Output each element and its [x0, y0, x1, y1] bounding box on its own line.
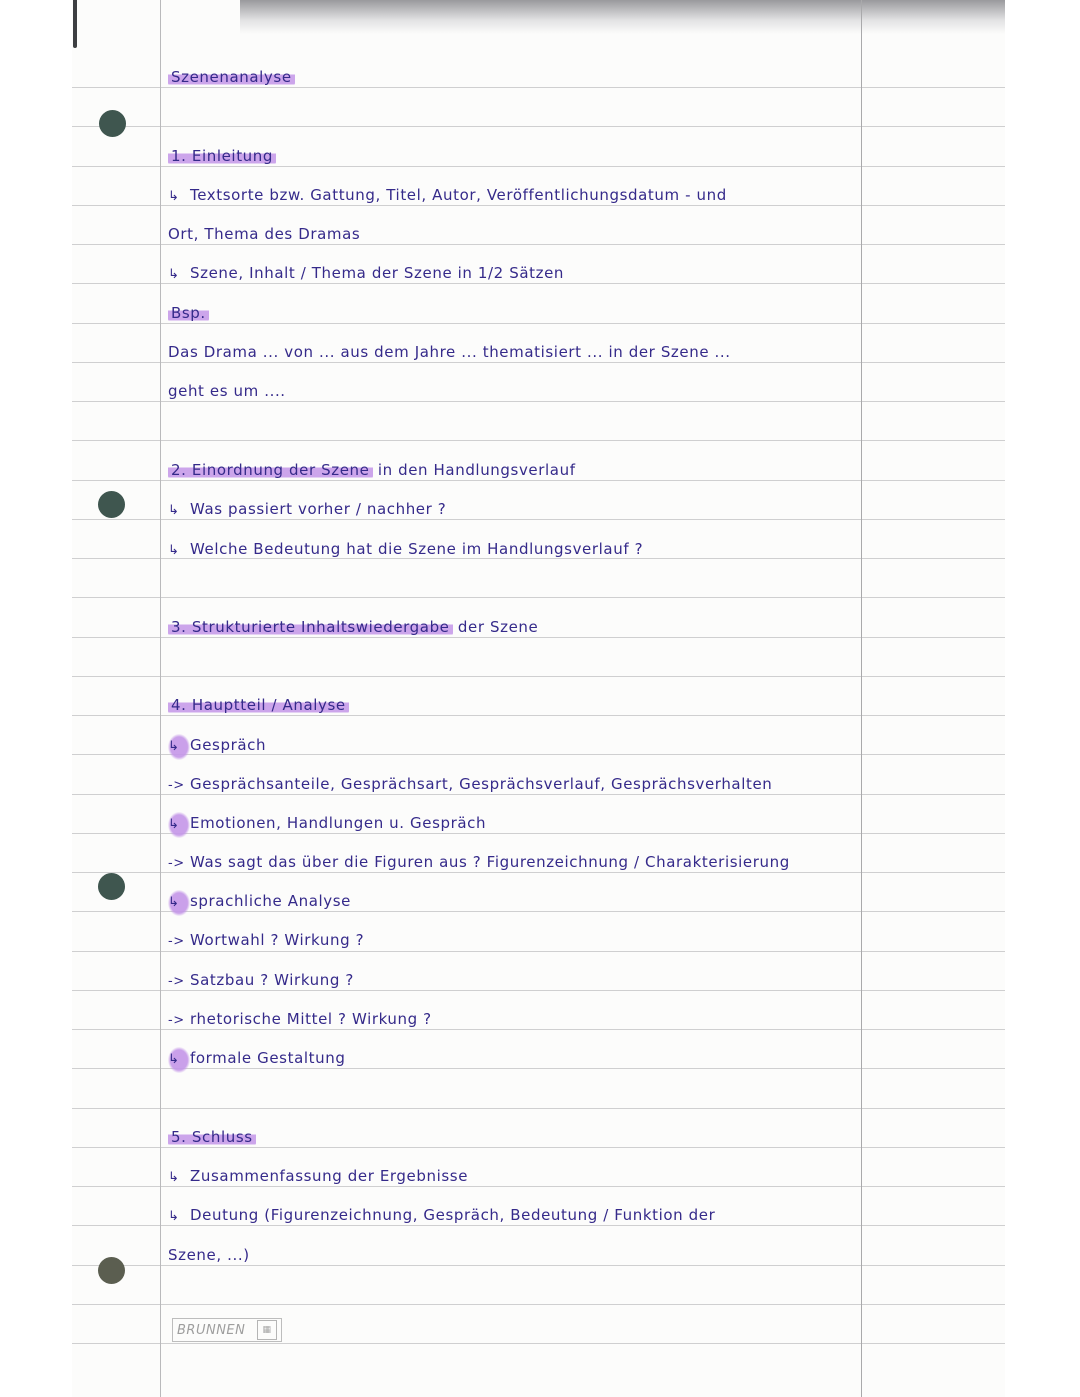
list-item: ↳ formale Gestaltung [168, 1045, 345, 1071]
ruled-line [72, 440, 1005, 441]
page-shadow [240, 0, 1005, 34]
list-item: ↳ Gespräch [168, 732, 266, 758]
brand-logo: BRUNNEN ▦ [172, 1318, 282, 1342]
list-item: ↳ Emotionen, Handlungen u. Gespräch [168, 810, 486, 836]
page-title: Szenenanalyse [168, 64, 295, 90]
list-item: ↳ Deutung (Figurenzeichnung, Gespräch, Bedeutung / Funktion der [168, 1202, 715, 1228]
punch-hole [98, 491, 125, 518]
ruled-line [72, 676, 1005, 677]
arrow-bullet-icon: ↳ [168, 1209, 180, 1224]
arrow-right-icon: -> [168, 934, 185, 949]
arrow-bullet-icon: ↳ [168, 1047, 190, 1073]
list-item: ↳ Welche Bedeutung hat die Szene im Handlungsverlauf ? [168, 536, 643, 562]
arrow-right-icon: -> [168, 778, 185, 793]
example-text: geht es um .... [168, 382, 286, 400]
list-item: ↳ sprachliche Analyse [168, 888, 351, 914]
brand-mark-icon: ▦ [257, 1320, 277, 1340]
section-heading: 3. Strukturierte Inhaltswiedergabe der Szene [168, 614, 538, 640]
arrow-bullet-icon: ↳ [168, 503, 180, 518]
binder-edge [73, 0, 77, 48]
list-item-continuation: Ort, Thema des Dramas [168, 225, 361, 243]
punch-hole [98, 873, 125, 900]
ruled-line [72, 597, 1005, 598]
punch-hole [98, 1257, 125, 1284]
ruled-line [72, 323, 1005, 324]
list-item: -> Was sagt das über die Figuren aus ? Figurenzeichnung / Charakterisierung [168, 849, 790, 875]
list-item: ↳ Szene, Inhalt / Thema der Szene in 1/2 Sätzen [168, 260, 564, 286]
punch-hole [99, 110, 126, 137]
right-margin-line [861, 0, 862, 1397]
list-item: ↳ Zusammenfassung der Ergebnisse [168, 1163, 468, 1189]
section-heading: 4. Hauptteil / Analyse [168, 692, 349, 718]
arrow-right-icon: -> [168, 1013, 185, 1028]
arrow-bullet-icon: ↳ [168, 267, 180, 282]
list-item: ↳ Was passiert vorher / nachher ? [168, 496, 446, 522]
arrow-bullet-icon: ↳ [168, 1170, 180, 1185]
list-item: -> Wortwahl ? Wirkung ? [168, 927, 364, 953]
arrow-bullet-icon: ↳ [168, 812, 190, 838]
list-item-continuation: Szene, ...) [168, 1246, 250, 1264]
ruled-line [72, 1304, 1005, 1305]
margin-line [160, 0, 161, 1397]
arrow-right-icon: -> [168, 974, 185, 989]
ruled-line [72, 1343, 1005, 1344]
ruled-line [72, 126, 1005, 127]
list-item: ↳ Textsorte bzw. Gattung, Titel, Autor, Veröffentlichungsdatum - und [168, 182, 727, 208]
arrow-bullet-icon: ↳ [168, 189, 180, 204]
arrow-bullet-icon: ↳ [168, 890, 190, 916]
arrow-bullet-icon: ↳ [168, 734, 190, 760]
ruled-line [72, 1108, 1005, 1109]
section-heading: 1. Einleitung [168, 143, 276, 169]
example-label: Bsp. [168, 300, 209, 326]
example-text: Das Drama ... von ... aus dem Jahre ... thematisiert ... in der Szene ... [168, 343, 731, 361]
arrow-bullet-icon: ↳ [168, 543, 180, 558]
list-item: -> rhetorische Mittel ? Wirkung ? [168, 1006, 432, 1032]
list-item: -> Gesprächsanteile, Gesprächsart, Gesprächsverlauf, Gesprächsverhalten [168, 771, 772, 797]
section-heading: 2. Einordnung der Szene in den Handlungsverlauf [168, 457, 576, 483]
section-heading: 5. Schluss [168, 1124, 256, 1150]
arrow-right-icon: -> [168, 856, 185, 871]
list-item: -> Satzbau ? Wirkung ? [168, 967, 354, 993]
